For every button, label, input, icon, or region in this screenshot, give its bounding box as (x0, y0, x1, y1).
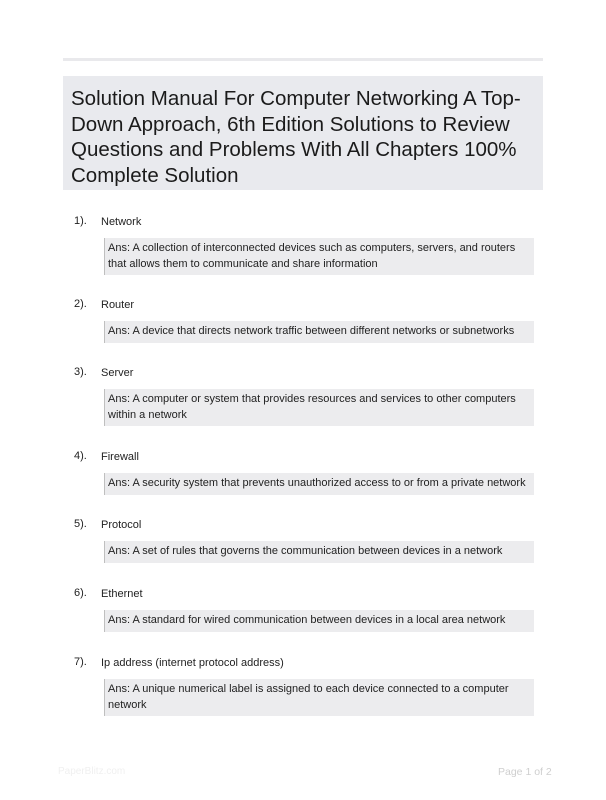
answer-box: Ans: A set of rules that governs the communication between devices in a network (104, 541, 534, 563)
document-title: Solution Manual For Computer Networking A Top-Down Approach, 6th Edition Solutions to Review Questions and Problems With All Chapters 100% Complete Solution (71, 87, 521, 187)
question-number: 5). (74, 518, 87, 530)
question-term: Ip address (internet protocol address) (101, 657, 284, 669)
question-term: Firewall (101, 451, 139, 463)
question-number: 4). (74, 450, 87, 462)
question-number: 3). (74, 366, 87, 378)
question-number: 1). (74, 215, 87, 227)
answer-box: Ans: A standard for wired communication between devices in a local area network (104, 610, 534, 632)
question-term: Network (101, 216, 142, 228)
top-divider (63, 58, 543, 61)
title-block (63, 76, 543, 190)
answer-box: Ans: A device that directs network traffic between different networks or subnetworks (104, 321, 534, 343)
page-indicator: Page 1 of 2 (498, 766, 552, 778)
question-number: 7). (74, 656, 87, 668)
answer-box: Ans: A collection of interconnected devices such as computers, servers, and routers that allows them to communicate and share information (104, 238, 534, 275)
question-term: Protocol (101, 519, 142, 531)
question-number: 2). (74, 298, 87, 310)
answer-box: Ans: A unique numerical label is assigned to each device connected to a computer network (104, 679, 534, 716)
question-term: Router (101, 299, 135, 311)
footer-watermark: PaperBlitz.com (58, 766, 126, 777)
answer-box: Ans: A security system that prevents unauthorized access to or from a private network (104, 473, 534, 495)
answer-box: Ans: A computer or system that provides resources and services to other computers within a network (104, 389, 534, 426)
question-number: 6). (74, 587, 87, 599)
question-term: Ethernet (101, 588, 143, 600)
question-term: Server (101, 367, 134, 379)
